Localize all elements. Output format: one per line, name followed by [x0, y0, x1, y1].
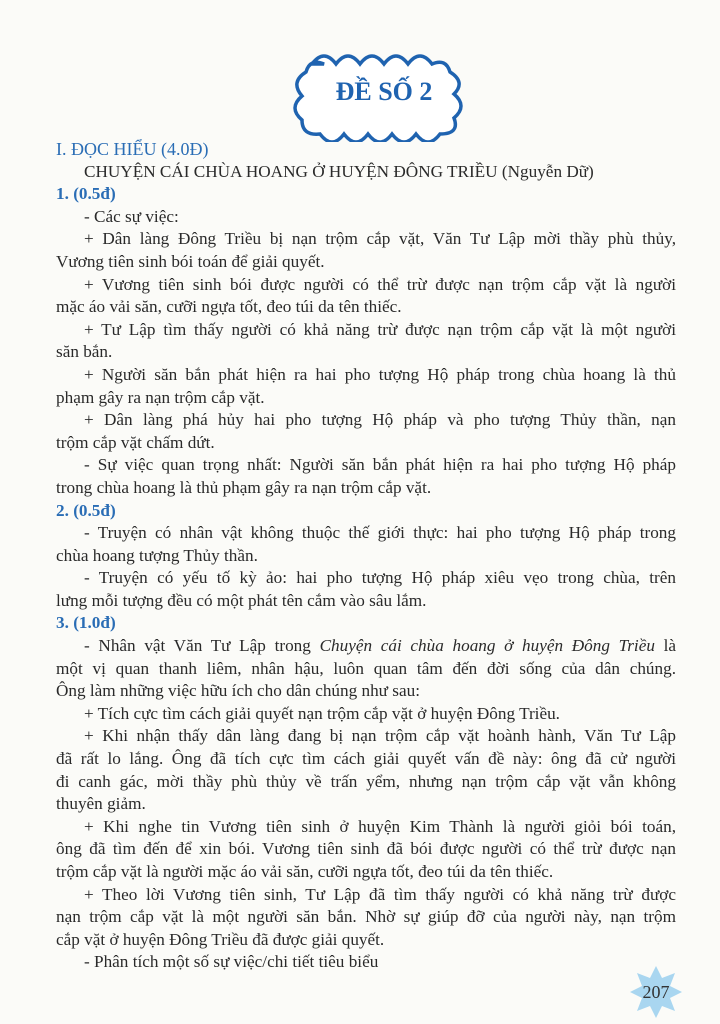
section-heading: I. ĐỌC HIỂU (4.0Đ) [56, 139, 209, 159]
text-line: cắp vặt ở huyện Đông Triều đã được giải quyết. [56, 929, 385, 949]
text-line: ông đã tìm đến để xin bói. Vương tiên sinh đã bói được người có thể trừ được nạn [56, 839, 676, 859]
text-line: + Tư Lập tìm thấy người có khả năng trừ được nạn trộm cắp vặt là một người [84, 319, 676, 339]
exam-title-badge [282, 42, 486, 142]
question-number: 3. (1.0đ) [56, 613, 116, 633]
text-line: phạm gây ra nạn trộm cắp vặt. [56, 387, 265, 407]
text-line: - Sự việc quan trọng nhất: Người săn bắn phát hiện ra hai pho tượng Hộ pháp [84, 455, 676, 475]
document-body [56, 138, 676, 974]
text-line: - Nhân vật Văn Tư Lập trong Chuyện cái chùa hoang ở huyện Đông Triều là [84, 636, 677, 656]
page-number-badge [630, 966, 682, 1018]
text-line: - Các sự việc: [84, 206, 179, 226]
text-line: lưng mỗi tượng đều có một phát tên cắm vào sâu lắm. [56, 590, 427, 610]
answer-lines [56, 183, 676, 974]
text-line: nạn trộm cắp vặt là một người săn bắn. Nhờ sự giúp đỡ của người này, nạn trộm [56, 907, 676, 927]
text-line: + Khi nhận thấy dân làng đang bị nạn trộm cắp vặt hoành hành, Văn Tư Lập [84, 726, 676, 746]
text-line: săn bắn. [56, 342, 113, 362]
text-line: + Dân làng phá hủy hai pho tượng Hộ pháp và pho tượng Thủy thần, nạn [84, 410, 676, 430]
work-title: Chuyện cái chùa hoang ở huyện Đông Triều [319, 636, 655, 656]
text-line: trong chùa hoang là thủ phạm gây ra nạn trộm cắp vặt. [56, 477, 432, 497]
text-line: + Theo lời Vương tiên sinh, Tư Lập đã tìm thấy người có khả năng trừ được [84, 884, 676, 904]
text-line: - Truyện có nhân vật không thuộc thế giới thực: hai pho tượng Hộ pháp trong [84, 523, 676, 543]
text-line: đi canh gác, mời thầy phù thủy về trấn yểm, nhưng nạn trộm cắp vặt vẫn không [56, 771, 676, 791]
page-number: 207 [642, 982, 670, 1002]
text-line: trộm cắp vặt chấm dứt. [56, 432, 215, 452]
text-line: + Tích cực tìm cách giải quyết nạn trộm cắp vặt ở huyện Đông Triều. [84, 703, 560, 723]
text-line: - Truyện có yếu tố kỳ ảo: hai pho tượng Hộ pháp xiêu vẹo trong chùa, trên [84, 568, 676, 588]
text-line: + Người săn bắn phát hiện ra hai pho tượng Hộ pháp trong chùa hoang là thủ [84, 364, 676, 384]
text-line: Ông làm những việc hữu ích cho dân chúng như sau: [56, 681, 420, 701]
text-line: chùa hoang tượng Thủy thần. [56, 545, 258, 565]
text-line: thuyên giảm. [56, 794, 146, 814]
text-line: - Phân tích một số sự việc/chi tiết tiêu biểu [84, 952, 379, 972]
question-number: 1. (0.5đ) [56, 184, 116, 204]
text-line: + Vương tiên sinh bói được người có thể trừ được nạn trộm cắp vặt là người [84, 274, 676, 294]
text-line: trộm cắp vặt là người mặc áo vải săn, cưỡi ngựa tốt, đeo túi da tên thiếc. [56, 862, 554, 881]
text-line: + Khi nghe tin Vương tiên sinh ở huyện Kim Thành là người giỏi bói toán, [84, 816, 676, 836]
question-number: 2. (0.5đ) [56, 500, 116, 520]
exam-title: ĐỀ SỐ 2 [335, 77, 433, 106]
text-line: Vương tiên sinh bói toán để giải quyết. [56, 251, 325, 271]
text-line: + Dân làng Đông Triều bị nạn trộm cắp vặt, Văn Tư Lập mời thầy phù thủy, [84, 229, 676, 249]
text-line: đã rất lo lắng. Ông đã tích cực tìm cách giải quyết vấn đề này: ông đã cử người [56, 749, 676, 769]
text-line: một vị quan thanh liêm, nhân hậu, luôn quan tâm đến đời sống của dân chúng. [56, 658, 676, 678]
story-title: CHUYỆN CÁI CHÙA HOANG Ở HUYỆN ĐÔNG TRIỀU (Nguyễn Dữ) [84, 161, 594, 181]
text-line: mặc áo vải săn, cưỡi ngựa tốt, đeo túi da tên thiếc. [56, 297, 402, 317]
